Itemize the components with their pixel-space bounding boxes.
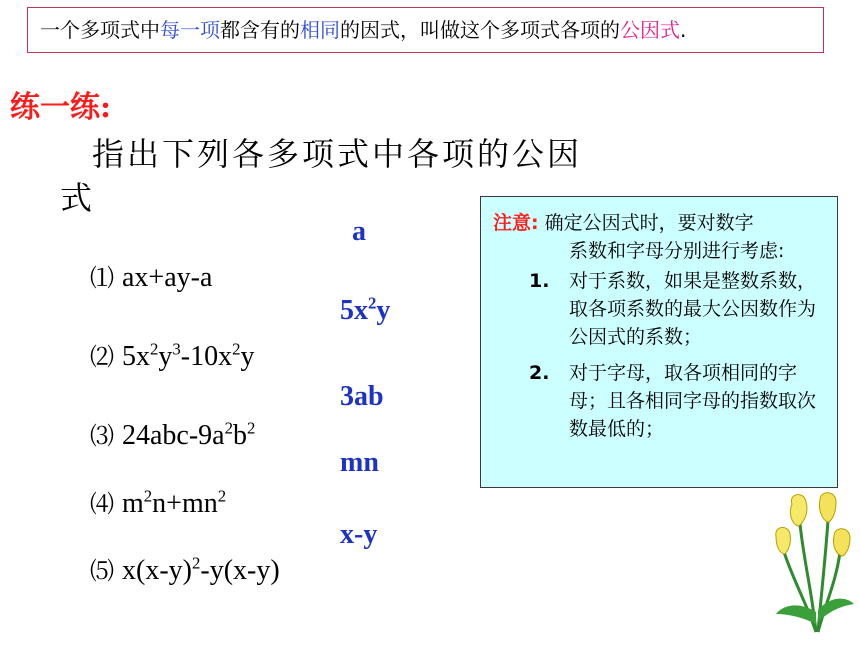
exponent: 2 bbox=[143, 486, 153, 506]
note-label: 注意: bbox=[493, 212, 539, 234]
problem-2 bbox=[90, 337, 255, 373]
problem-number: ⑴ bbox=[90, 264, 114, 292]
note-item bbox=[493, 267, 827, 351]
expr-part: 24abc-9a bbox=[122, 420, 225, 451]
note-item bbox=[493, 359, 827, 443]
definition-text-1: 一个多项式中 bbox=[40, 18, 160, 42]
problem-1 bbox=[90, 258, 212, 294]
problem-number: ⑶ bbox=[90, 422, 114, 450]
definition-emph-common-factor: 公因式 bbox=[620, 18, 680, 42]
definition-emph-same: 相同 bbox=[300, 18, 340, 42]
answer-3: 3ab bbox=[340, 381, 384, 412]
exponent: 3 bbox=[172, 339, 181, 359]
note-box bbox=[480, 196, 838, 488]
definition-text-3: 的因式，叫做这个多项式各项的 bbox=[340, 18, 620, 42]
answer-part: y bbox=[376, 295, 391, 326]
note-item-number: 2. bbox=[529, 362, 550, 384]
exponent: 2 bbox=[150, 339, 159, 359]
note-list bbox=[493, 267, 827, 443]
expr-part: 5x bbox=[122, 341, 150, 372]
expr-part: -10x bbox=[180, 341, 233, 372]
instruction-line-1: 指出下列各多项式中各项的公因 bbox=[92, 135, 583, 173]
problem-number: ⑵ bbox=[90, 343, 114, 371]
problem-5 bbox=[90, 551, 280, 587]
note-item-number: 1. bbox=[529, 270, 550, 292]
exponent: 2 bbox=[217, 486, 227, 506]
note-intro bbox=[493, 209, 827, 237]
note-intro-line-2: 系数和字母分别进行考虑: bbox=[569, 240, 785, 262]
exponent: 2 bbox=[191, 553, 201, 573]
exponent: 2 bbox=[247, 418, 256, 438]
expr-part: m bbox=[122, 488, 144, 519]
problem-3 bbox=[90, 416, 255, 452]
expr-part: b bbox=[233, 420, 247, 451]
note-item-text: 对于系数，如果是整数系数，取各项系数的最大公因数作为公因式的系数； bbox=[569, 270, 817, 348]
exponent: 2 bbox=[232, 339, 241, 359]
exercise-title: 练一练: bbox=[10, 90, 112, 125]
instruction-line-2: 式 bbox=[60, 179, 96, 217]
problem-4 bbox=[90, 484, 226, 520]
note-intro-line-1: 确定公因式时，要对数字 bbox=[544, 212, 754, 234]
answer-4: mn bbox=[340, 447, 379, 478]
problem-number: ⑷ bbox=[90, 490, 114, 518]
problem-expression: ax+ay-a bbox=[122, 262, 213, 293]
definition-box bbox=[27, 7, 824, 53]
expr-part: y bbox=[240, 341, 255, 372]
note-item-text: 对于字母，取各项相同的字母；且各相同字母的指数取次数最低的； bbox=[569, 362, 817, 440]
exponent: 2 bbox=[368, 293, 377, 313]
exponent: 2 bbox=[224, 418, 233, 438]
definition-period: . bbox=[680, 18, 687, 42]
answer-part: 5x bbox=[340, 295, 368, 326]
expr-part: n+mn bbox=[152, 488, 218, 519]
answer-2 bbox=[340, 295, 390, 327]
answer-5: x-y bbox=[340, 519, 378, 550]
expr-part: y bbox=[158, 341, 173, 372]
definition-text-2: 都含有的 bbox=[220, 18, 300, 42]
expr-part: x(x-y) bbox=[122, 555, 192, 586]
answer-1: a bbox=[352, 216, 366, 247]
tulip-flowers-image bbox=[770, 492, 856, 638]
expr-part: -y(x-y) bbox=[200, 555, 280, 586]
definition-emph-each-term: 每一项 bbox=[160, 18, 220, 42]
problem-number: ⑸ bbox=[90, 557, 114, 585]
